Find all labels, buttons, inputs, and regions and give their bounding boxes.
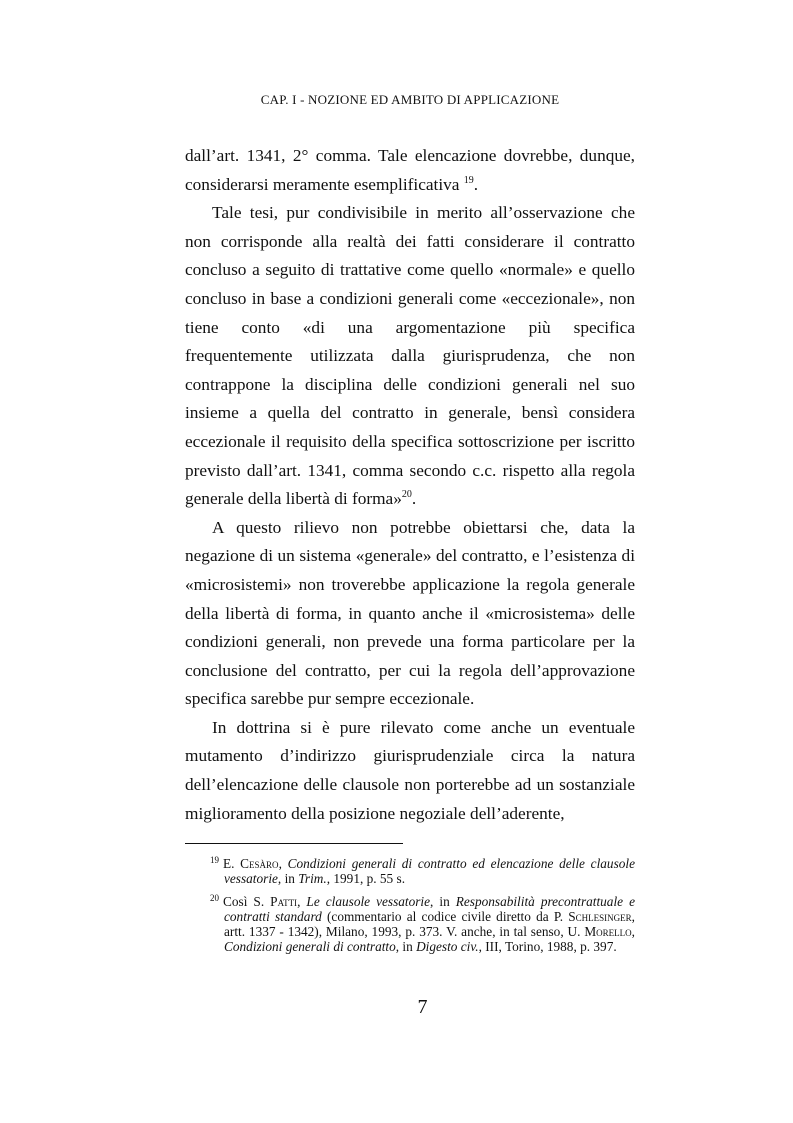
paragraph-4: In dottrina si è pure rilevato come anche un eventuale mutamento d’indirizzo giurisprudenziale circa la natura dell’elencazione delle clausole non porterebbe ad un sostanziale miglioramento della posizione negoziale dell’aderente, [185, 717, 635, 823]
main-text [185, 142, 635, 828]
footnote-ref-19[interactable]: 19 [463, 174, 474, 186]
page-number: 7 [417, 996, 428, 1018]
footnotes [210, 856, 635, 962]
running-header: CAP. I - NOZIONE ED AMBITO DI APPLICAZIONE [260, 92, 560, 107]
footnote-separator [185, 843, 403, 844]
footnote-19: $^{19}$ E. Cesàro, Condizioni generali di contratto ed elencazione delle clausole vessatorie, in Trim., 1991, p. 55 s. [210, 854, 635, 886]
paragraph-1: dall’art. 1341, 2° comma. Tale elencazione dovrebbe, dunque, considerarsi meramente esemplificativa $^{19}$. [185, 146, 635, 194]
paragraph-2: Tale tesi, pur condivisibile in merito all’osservazione che non corrisponde alla realtà dei fatti considerare il contratto concluso a seguito di trattative come quello «normale» e quello concluso in base a condizioni generali come «eccezionale», non tiene conto «di una argomentazione più specifica frequentemente utilizzata dalla giurisprudenza, che non contrappone la disciplina delle condizioni generali nel suo insieme a quella del contratto in generale, bensì considera eccezionale il requisito della specifica sottoscrizione per iscritto previsto dall’art. 1341, comma secondo c.c. rispetto alla regola generale della libertà di forma»$^{20}$. [185, 203, 635, 509]
paragraph-3: A questo rilievo non potrebbe obiettarsi che, data la negazione di un sistema «generale» del contratto, e l’esistenza di «microsistemi» non troverebbe applicazione la regola generale della libertà di forma, in quanto anche il «microsistema» delle condizioni generali, non prevede una forma particolare per la conclusione del contratto, per cui la regola dell’approvazione specifica sarebbe pur sempre eccezionale. [185, 517, 635, 709]
footnote-20: $^{20}$ Così S. Patti, Le clausole vessatorie, in Responsabilità precontrattuale e contratti standard (commentario al codice civile diretto da P. Schlesinger, artt. 1337 - 1342), Milano, 1993, p. 373. V. anche, in tal senso, U. Morello, Condizioni generali di contratto, in Digesto civ., III, Torino, 1988, p. 397. [210, 892, 635, 954]
footnote-ref-20[interactable]: 20 [401, 489, 412, 501]
